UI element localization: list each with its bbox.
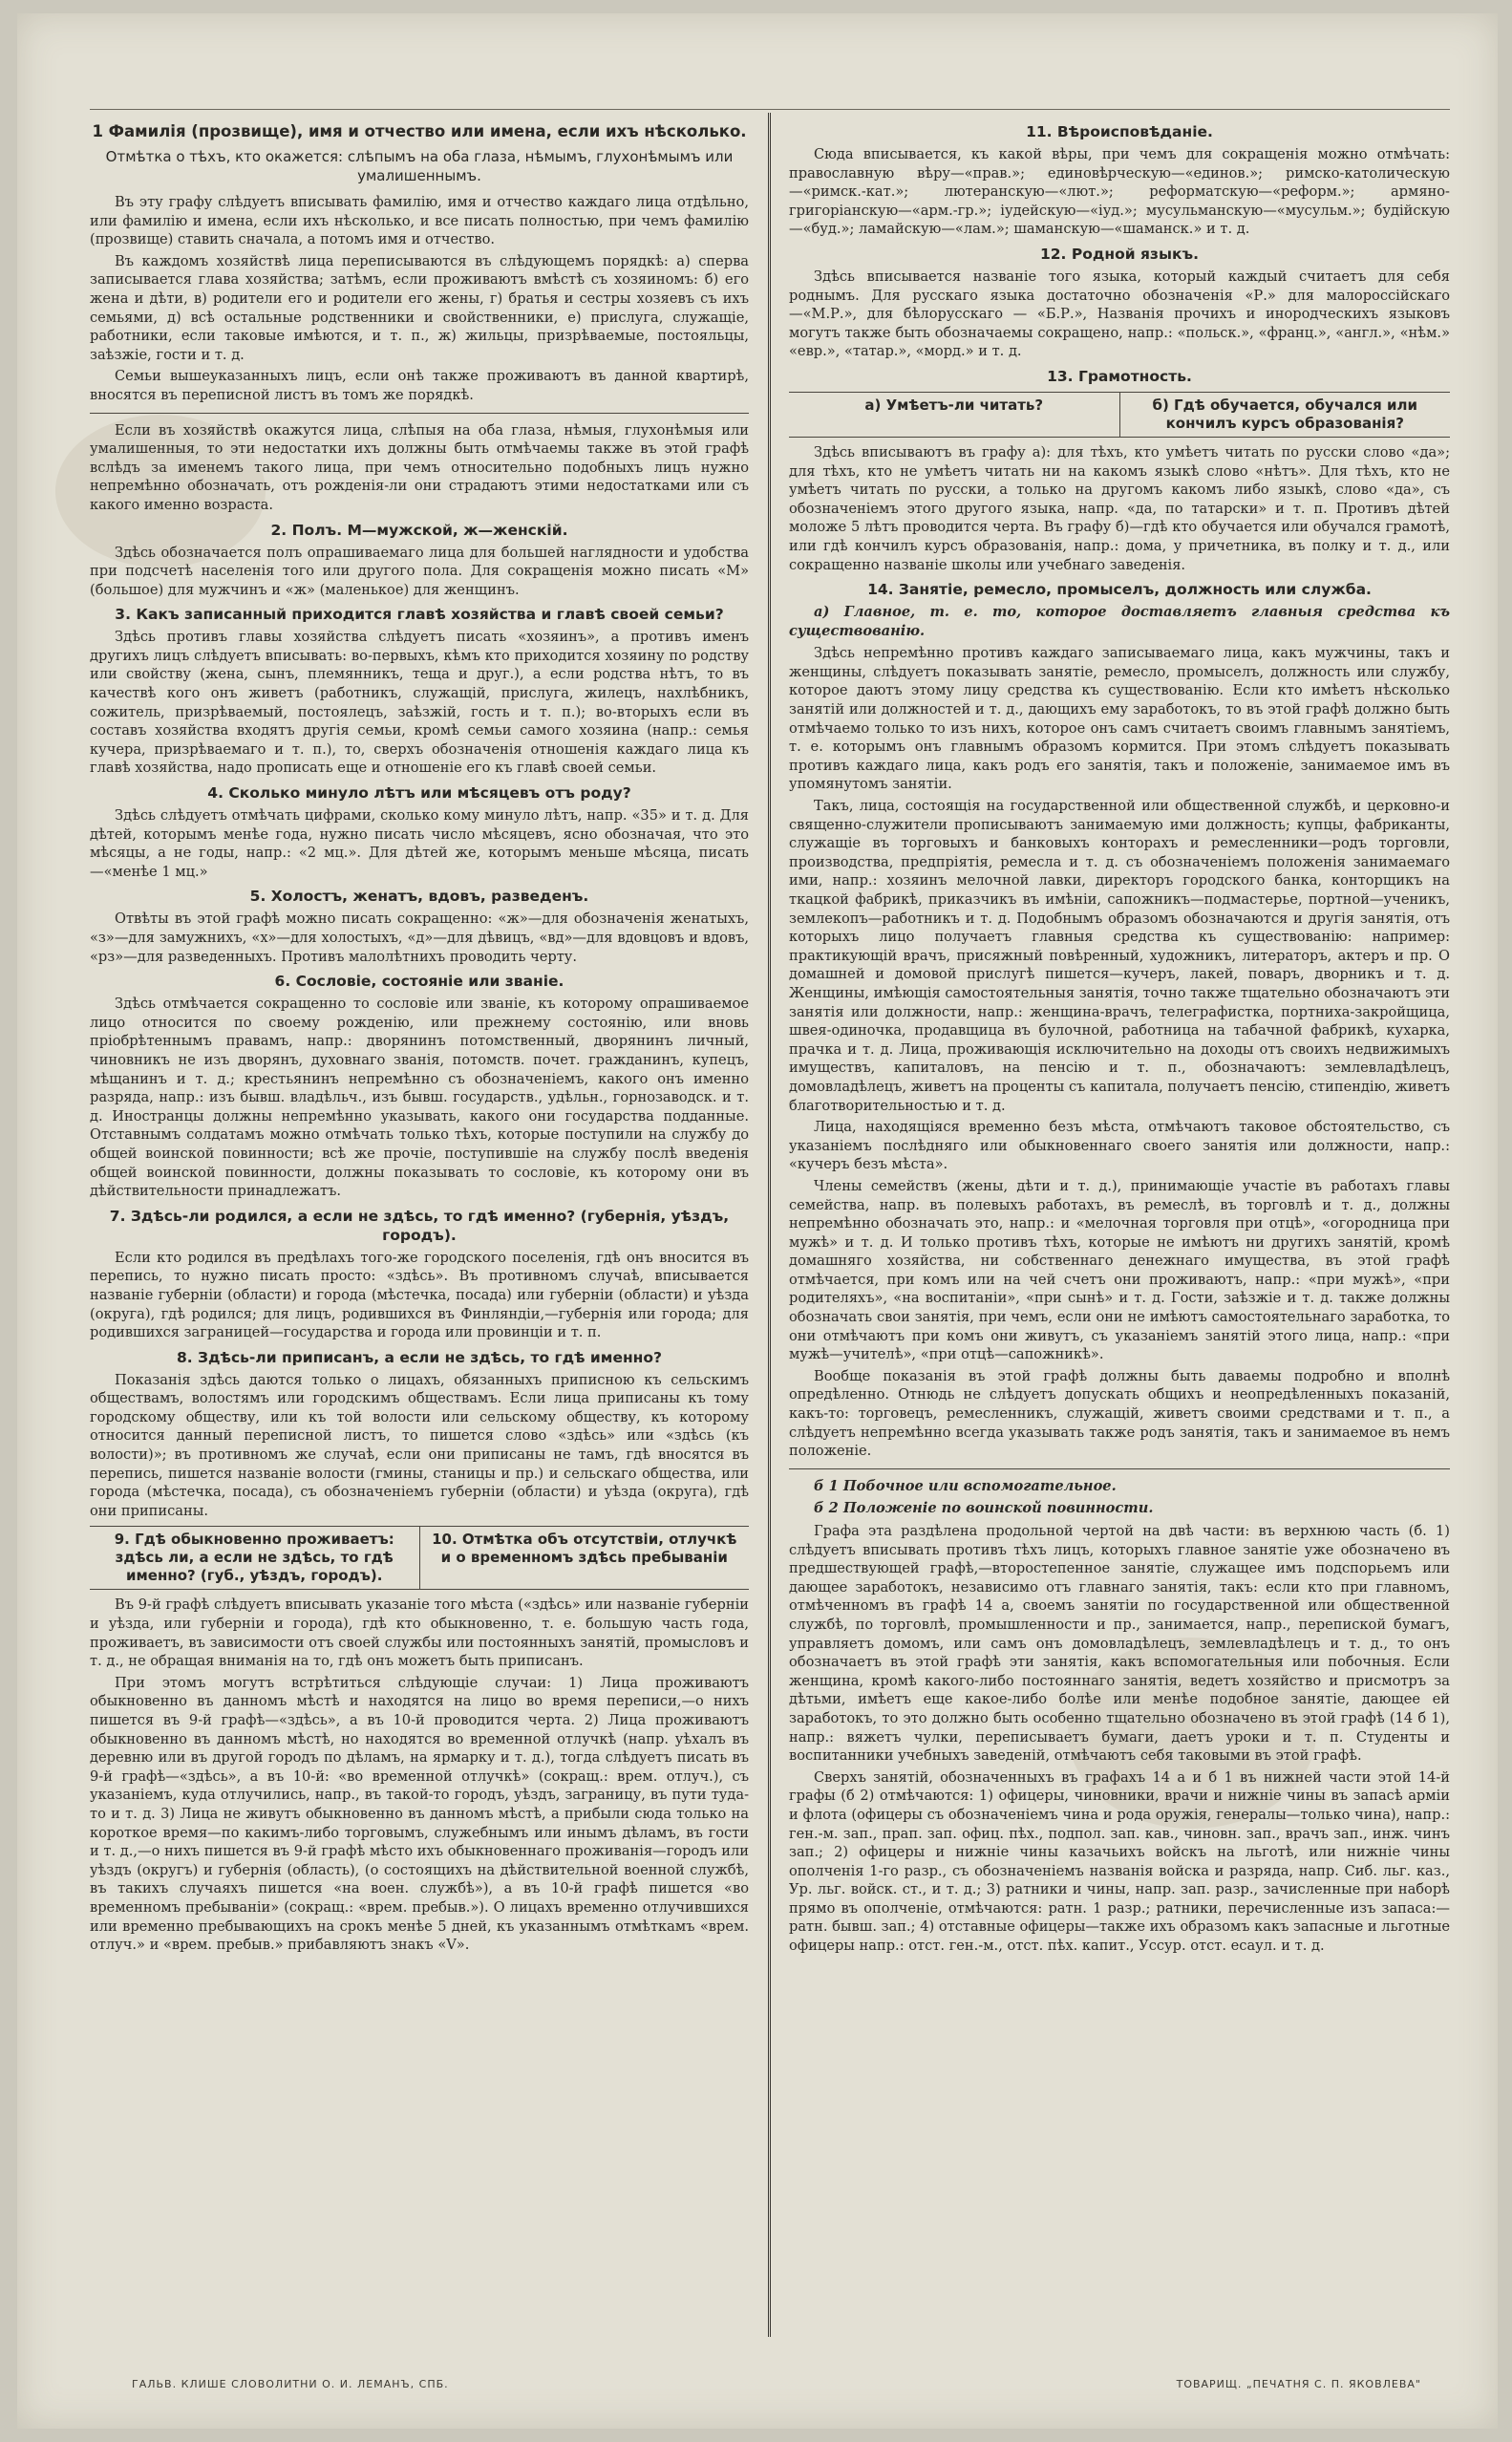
footer-printer-left: ГАЛЬВ. КЛИШЕ СЛОВОЛИТНИ О. И. ЛЕМАНЪ, СПБ.	[132, 2378, 449, 2390]
paragraph: Здѣсь отмѣчается сокращенно то сословіе или званіе, къ которому опрашиваемое лицо относится по своему рожденію, или прежнему состоянію, или вновь пріобрѣтеннымъ правамъ, напр.: дворянинъ потомственный, дворянинъ личный, чиновникъ не изъ дворянъ, духовнаго званія, потомств. почет. гражданинъ, купецъ, мѣщанинъ и т. д.; крестьянинъ непремѣнно съ обозначеніемъ, какого онъ именно разряда, напр.: изъ бывш. владѣльч., изъ бывш. государств., удѣльн., горнозаводск. и т. д. Иностранцы должны непремѣнно указывать, какого они государства подданные. Отставнымъ солдатамъ можно отмѣчать только тѣхъ, которые поступили на службу до общей воинской повинности; всѣ же прочіе, поступившіе на службу послѣ введенія общей воинской повинности, должны показывать то сословіе, къ которому они въ дѣйствительности принадлежатъ.	[90, 996, 749, 1200]
paragraph: Въ каждомъ хозяйствѣ лица переписываются въ слѣдующемъ порядкѣ: а) сперва записывается глава хозяйства; затѣмъ, если проживаютъ вмѣстѣ съ хозяиномъ: б) его жена и дѣти, в) родители его и родители его жены, г) братья и сестры хозяевъ съ ихъ семьями, д) всѣ остальные родственники и свойственники, е) прислуга, служащіе, работники, если таковые имѣются, и т. п., ж) жильцы, призрѣваемые, постояльцы, заѣзжіе, гости и т. д.	[90, 252, 749, 363]
paragraph: Отвѣты въ этой графѣ можно писать сокращенно: «ж»—для обозначенія женатыхъ, «з»—для замужнихъ, «х»—для холостыхъ, «д»—для дѣвицъ, «вд»—для вдовцовъ и вдовъ, «рз»—для разведенныхъ. Противъ малолѣтнихъ проводить черту.	[90, 910, 749, 965]
census-instruction-sheet	[17, 13, 1498, 2429]
left-column	[90, 117, 749, 2343]
paragraph: Сюда вписывается, къ какой вѣры, при чемъ для сокращенія можно отмѣчать: православную вѣру—«прав.»; единовѣрческую—«единов.»; римско-католическую—«римск.-кат.»; лютеранскую—«лют.»; реформатскую—«реформ.»; армяно-григоріанскую—«арм.-гр.»; іудейскую—«іуд.»; мусульманскую—«мусульм.»; будійскую—«буд.»; ламайскую—«лам.»; шаманскую—«шаманск.» и т. д.	[789, 146, 1450, 238]
section-heading-5: 5. Холостъ, женатъ, вдовъ, разведенъ.	[249, 888, 589, 906]
paragraph: Семьи вышеуказанныхъ лицъ, если онѣ также проживаютъ въ данной квартирѣ, вносятся въ переписной листъ въ томъ же порядкѣ.	[90, 368, 749, 403]
paragraph: Графа эта раздѣлена продольной чертой на двѣ части: въ верхнюю часть (б. 1) слѣдуетъ вписывать противъ тѣхъ лицъ, которыхъ главное занятіе уже обозначено въ предшествующей графѣ,—второстепенное занятіе, служащее имъ подспорьемъ или дающее заработокъ, независимо отъ главнаго занятія, такъ: если кто при главномъ, отмѣченномъ въ графѣ 14 а, своемъ занятіи по государственной или общественной службѣ, по торговлѣ, промышленности и пр., занимается, напр., перепиской бумагъ, управляетъ домомъ, или самъ онъ домовладѣлецъ, землевладѣлецъ и т. д., то онъ обозначаетъ въ этой графѣ эти занятія, какъ вспомогательныя или побочныя. Если женщина, кромѣ какого-либо постояннаго занятія, ведетъ хозяйство и присмотръ за дѣтьми, имѣетъ еще какое-либо болѣе или менѣе подобное занятіе, дающее ей заработокъ, то это должно быть особенно тщательно обозначено въ этой графѣ (14 б 1), напр.: вяжетъ чулки, переписываетъ бумаги, даетъ уроки и т. п. Студенты и воспитанники учебныхъ заведеній, отмѣчаютъ себя таковыми въ этой графѣ.	[789, 1523, 1450, 1765]
paragraph: При этомъ могутъ встрѣтиться слѣдующіе случаи: 1) Лица проживаютъ обыкновенно въ данномъ мѣстѣ и находятся на лицо во время переписи,—о нихъ пишется въ 9-й графѣ—«здѣсь», а въ 10-й проводится черта. 2) Лица проживаютъ обыкновенно въ данномъ мѣстѣ, но находятся во временной отлучкѣ (напр. уѣхалъ въ деревню или въ другой городъ по дѣламъ, на ярмарку и т. д.), тогда слѣдуетъ писать въ 9-й графѣ—«здѣсь», а въ 10-й: «во временной отлучкѣ» (сокращ.: врем. отлуч.), съ указаніемъ, куда отлучились, напр., въ такой-то городъ, уѣздъ, заграницу, въ пути туда-то и т. д. 3) Лица не живутъ обыкновенно въ данномъ мѣстѣ, а прибыли сюда только на короткое время—по какимъ-либо торговымъ, служебнымъ или инымъ дѣламъ, въ гости и т. д.,—о нихъ пишется въ 9-й графѣ мѣсто ихъ обыкновеннаго проживанія—городъ или уѣздъ (округъ) и губернія (область), (о состоящихъ на дѣйствительной военной службѣ, въ такихъ случаяхъ пишется «на воен. службѣ»), а въ 10-й графѣ пишется «во временномъ пребываніи» (сокращ.: «врем. пребыв.»). О лицахъ временно отлучившихся или временно пребывающихъ на срокъ менѣе 5 дней, къ указаннымъ отмѣткамъ «врем. отлуч.» и «врем. пребыв.» прибавляютъ знакъ «V».	[90, 1674, 749, 1954]
split-heading-9-10	[90, 1526, 749, 1590]
paragraph: Если въ хозяйствѣ окажутся лица, слѣпыя на оба глаза, нѣмыя, глухонѣмыя или умалишенныя, то эти недостатки ихъ должны быть отмѣчаемы также въ этой графѣ вслѣдъ за именемъ такого лица, при чемъ относительно подобныхъ лицъ нужно непремѣнно обозначать, отъ рожденія-ли они страдаютъ этими недостатками или съ какого именно возраста.	[90, 421, 749, 513]
section-subheading-1: Отмѣтка о тѣхъ, кто окажется: слѣпымъ на оба глаза, нѣмымъ, глухонѣмымъ или умалишеннымъ.	[105, 148, 734, 184]
section-heading-13a: а) Умѣетъ-ли читать?	[864, 396, 1044, 414]
rule	[90, 413, 749, 414]
paragraph: Вообще показанія въ этой графѣ должны быть даваемы подробно и вполнѣ опредѣленно. Отнюдь не слѣдуетъ допускать общихъ и неопредѣленныхъ показаній, какъ-то: торговецъ, ремесленникъ, служащій, живетъ своими средствами и т. п., а слѣдуетъ непремѣнно всегда указывать также родъ занятія, такъ и занимаемое въ немъ положеніе.	[789, 1367, 1450, 1460]
section-heading-1: 1 Фамилія (прозвище), имя и отчество или имена, если ихъ нѣсколько.	[92, 122, 747, 140]
rule	[789, 1468, 1450, 1469]
paragraph: Въ эту графу слѣдуетъ вписывать фамилію, имя и отчество каждаго лица отдѣльно, или фамилію и имена, если ихъ нѣсколько, и все писать полностью, при чемъ фамилію (прозвище) ставить сначала, а потомъ имя и отчество.	[90, 194, 749, 248]
paragraph: Здѣсь непремѣнно противъ каждаго записываемаго лица, какъ мужчины, такъ и женщины, слѣдуетъ показывать занятіе, ремесло, промыселъ, должность или службу, которое даютъ этому лицу средства къ существованію. Если кто имѣетъ нѣсколько занятій или должностей и т. д., дающихъ ему заработокъ, то въ этой графѣ должно быть отмѣчаемо только то изъ нихъ, которое онъ самъ считаетъ своимъ главнымъ занятіемъ, т. е. которымъ онъ главнымъ образомъ кормится. При этомъ слѣдуетъ показывать противъ каждаго лица, какъ родъ его занятія, такъ и положеніе, занимаемое имъ въ упомянутомъ занятіи.	[789, 645, 1450, 793]
section-heading-14: 14. Занятіе, ремесло, промыселъ, должность или служба.	[867, 581, 1372, 599]
section-heading-3: 3. Какъ записанный приходится главѣ хозяйства и главѣ своей семьи?	[115, 606, 724, 624]
section-heading-7: 7. Здѣсь-ли родился, а если не здѣсь, то гдѣ именно? (губернія, уѣздъ, городъ).	[109, 1207, 730, 1244]
paragraph: Въ 9-й графѣ слѣдуетъ вписывать указаніе того мѣста («здѣсь» или названіе губерніи и уѣзда, или губерніи и города), гдѣ кто обыкновенно, т. е. большую часть года, проживаетъ, въ зависимости отъ своей службы или постоянныхъ занятій, промысловъ и т. д., не обращая вниманія на то, гдѣ онъ можетъ быть приписанъ.	[90, 1596, 749, 1670]
paragraph: Здѣсь вписывается названіе того языка, который каждый считаетъ для себя роднымъ. Для русскаго языка достаточно обозначенія «Р.» для малороссійскаго—«М.Р.», для бѣлорусскаго — «Б.Р.», Названія прочихъ и инородческихъ языковъ могутъ также быть обозначаемы сокращено, напр.: «польск.», «франц.», «англ.», «нѣм.» «евр.», «татар.», «морд.» и т. д.	[789, 268, 1450, 360]
top-rule	[90, 109, 1450, 110]
column-divider	[768, 113, 771, 2337]
paragraph: Здѣсь обозначается полъ опрашиваемаго лица для большей наглядности и удобства при подсчетѣ населенія того или другого пола. Для сокращенія можно писать «М» (большое) для мужчинъ и «ж» (маленькое) для женщинъ.	[90, 544, 749, 598]
section-heading-8: 8. Здѣсь-ли приписанъ, а если не здѣсь, то гдѣ именно?	[176, 1348, 663, 1366]
section-heading-2: 2. Полъ. М—мужской, ж—женскій.	[270, 521, 568, 539]
section-heading-13b: б) Гдѣ обучается, обучался или кончилъ курсъ образованія?	[1119, 393, 1451, 437]
section-heading-9: 9. Гдѣ обыкновенно проживаетъ: здѣсь ли, а если не здѣсь, то гдѣ именно? (губ., уѣздъ, городъ).	[114, 1531, 394, 1585]
split-heading-13	[789, 392, 1450, 438]
paragraph: Члены семействъ (жены, дѣти и т. д.), принимающіе участіе въ работахъ главы семейства, напр. въ полевыхъ работахъ, въ ремеслѣ, въ торговлѣ и т. д., должны непремѣнно обозначать это, напр.: и «мелочная торговля при отцѣ», «огородница при мужѣ» и т. д. И только противъ тѣхъ, которые не имѣютъ ни другихъ занятій, кромѣ домашняго хозяйства, ни собственнаго денежнаго имущества, въ этой графѣ отмѣчается, при комъ или на чей счетъ они проживаютъ, напр.: «при мужѣ», «при родителяхъ», «на воспитаніи», «при сынѣ» и т. д. Гости, заѣзжіе и т. д. также должны обозначать свои занятія, при чемъ, если они не имѣютъ самостоятельнаго заработка, то они отмѣчаютъ при комъ они живутъ, съ указаніемъ занятій этого лица, напр.: «при мужѣ—учителѣ», «при отцѣ—сапожникѣ».	[789, 1177, 1450, 1363]
section-heading-6: 6. Сословіе, состояніе или званіе.	[274, 973, 564, 991]
paragraph: Здѣсь вписываютъ въ графу а): для тѣхъ, кто умѣетъ читать по русски слово «да»; для тѣхъ, кто не умѣетъ читать ни на какомъ языкѣ слово «нѣтъ». Для тѣхъ, кто не умѣетъ читать по русски, а только на другомъ какомъ либо языкѣ, слово «да», съ обозначеніемъ этого другого языка, напр. «да, по татарски» и т. п. Противъ дѣтей моложе 5 лѣтъ проводится черта. Въ графу б)—гдѣ кто обучается или обучался грамотѣ, или гдѣ кончилъ курсъ образованія, напр.: дома, у причетника, въ полку и т. д., или сокращенно названіе школы или учебнаго заведенія.	[789, 443, 1450, 573]
paragraph: Если кто родился въ предѣлахъ того-же городского поселенія, гдѣ онъ вносится въ перепись, то нужно писать просто: «здѣсь». Въ противномъ случаѣ, вписывается названіе губерніи (области) и города (мѣстечка, посада) или губерніи (области) и уѣзда (округа), гдѣ родился; для лицъ, родившихся въ Финляндіи,—губернія или города; для родившихся заграницей—государства и города или провинціи и т. п.	[90, 1249, 749, 1341]
section-heading-4: 4. Сколько минуло лѣтъ или мѣсяцевъ отъ роду?	[207, 784, 631, 803]
footer-printer-right: ТОВАРИЩ. „ПЕЧАТНЯ С. П. ЯКОВЛЕВА"	[1176, 2378, 1421, 2390]
section-heading-11: 11. Вѣроисповѣданіе.	[1026, 123, 1213, 140]
paragraph: Здѣсь противъ главы хозяйства слѣдуетъ писать «хозяинъ», а противъ именъ другихъ лицъ слѣдуетъ вписывать: во-первыхъ, кѣмъ кто приходится хозяину по родству или свойству (жена, сынъ, племянникъ, теща и друг.), а если родства нѣтъ, то въ качествѣ кого онъ живетъ (работникъ, служащій, прислуга, жилецъ, нахлѣбникъ, сожитель, призрѣваемый, постоялецъ, заѣзжій, гость и т. п.); во-вторыхъ если въ составъ хозяйства входятъ другія семьи, кромѣ семьи самого хозяина (напр.: семья кучера, призрѣваемаго и т. п.), то, сверхъ обозначенія отношенія каждаго лица къ главѣ хозяйства, надо прописать еще и отношеніе его къ главѣ своей семьи.	[90, 629, 749, 777]
section-heading-10: 10. Отмѣтка объ отсутствіи, отлучкѣ и о временномъ здѣсь пребываніи	[419, 1527, 750, 1589]
section-subheading-14b2: б 2 Положеніе по воинской повинности.	[814, 1500, 1154, 1517]
section-heading-12: 12. Родной языкъ.	[1039, 245, 1200, 263]
paragraph: Такъ, лица, состоящія на государственной или общественной службѣ, и церковно-и священно-служители прописываютъ занимаемую ими должность; купцы, фабриканты, служащіе въ торговыхъ и банковыхъ конторахъ и ремесленники—родъ торговли, производства, предпріятія, ремесла и т. д. съ обозначеніемъ положенія занимаемаго ими, напр.: хозяинъ мелочной лавки, директоръ городского банка, конторщикъ на ткацкой фабрикѣ, приказчикъ въ имѣніи, сапожникъ—подмастерье, портной—ученикъ, землекопъ—работникъ и т. д. Подобнымъ образомъ обозначаются и другія занятія, отъ которыхъ лицо получаетъ главныя средства къ существованію: например: практикующій врачъ, присяжный повѣренный, художникъ, литераторъ, актеръ и пр. О домашней и домовой прислугѣ пишется—кучеръ, лакей, поваръ, дворникъ и т. д. Женщины, имѣющія самостоятельныя занятія, точно также тщательно обозначаютъ эти занятія или должности, напр.: женщина-врачъ, телеграфистка, портниха-закройщица, швея-одиночка, продавщица въ булочной, работница на табачной фабрикѣ, кухарка, прачка и т. д. Лица, проживающія исключительно на доходы отъ своихъ недвижимыхъ имуществъ, капиталовъ, на пенсію и т. п., обозначаютъ: землевладѣлецъ, домовладѣлецъ, живетъ на проценты съ капитала, получаетъ пенсію, стипендію, живетъ благотворительностью и т. д.	[789, 798, 1450, 1114]
paragraph: Показанія здѣсь даются только о лицахъ, обязанныхъ приписною къ сельскимъ обществамъ, волостямъ или городскимъ обществамъ. Если лица приписаны къ тому городскому обществу, или къ той волости или сельскому обществу, къ которому относится данный переписной листъ, то пишется слово «здѣсь» или «здѣсь (къ волости)»; въ противномъ же случаѣ, если они приписаны не тамъ, гдѣ вносятся въ перепись, пишется названіе волости (гмины, станицы и пр.) и сельскаго общества, или города (мѣстечка, посада), съ обозначеніемъ губерніи (области) и уѣзда (округа), гдѣ они приписаны.	[90, 1371, 749, 1519]
section-subheading-14b1: б 1 Побочное или вспомогательное.	[814, 1477, 1117, 1494]
paragraph: Здѣсь слѣдуетъ отмѣчать цифрами, сколько кому минуло лѣтъ, напр. «35» и т. д. Для дѣтей, которымъ менѣе года, нужно писать число мѣсяцевъ, ясно обозначая, что это мѣсяцы, а не годы, напр.: «2 мц.». Для дѣтей же, которымъ меньше мѣсяца, писать—«менѣе 1 мц.»	[90, 807, 749, 880]
paragraph: Сверхъ занятій, обозначенныхъ въ графахъ 14 а и б 1 въ нижней части этой 14-й графы (б 2) отмѣчаются: 1) офицеры, чиновники, врачи и нижніе чины въ запасѣ арміи и флота (офицеры съ обозначеніемъ чина и рода оружія, генералы—только чина), напр.: ген.-м. зап., прап. зап. офиц. пѣх., подпол. зап. кав., чиновн. зап., врачъ зап., инж. чинъ зап.; 2) офицеры и нижніе чины казачьихъ войскъ на льготѣ, или нижніе чины ополченія 1-го разр., съ обозначеніемъ названія войска и разряда, напр. Сиб. льг. каз., Ур. льг. войск. ст., и т. д.; 3) ратники и чины, напр. зап. разр., зачисленные при наборѣ прямо въ ополченіе, отмѣчаются: ратн. 1 разр.; ратники, перечисленные изъ запаса:—ратн. бывш. зап.; 4) отставные офицеры—также ихъ образомъ какъ запасные и льготные офицеры напр.: отст. ген.-м., отст. пѣх. капит., Уссур. отст. есаул. и т. д.	[789, 1768, 1450, 1955]
section-subheading-14a: а) Главное, т. е. то, которое доставляетъ главныя средства къ существованію.	[789, 604, 1450, 639]
right-column	[789, 117, 1450, 2343]
section-heading-13: 13. Грамотность.	[1047, 367, 1192, 385]
paragraph: Лица, находящіяся временно безъ мѣста, отмѣчаютъ таковое обстоятельство, съ указаніемъ послѣдняго или обыкновеннаго своего занятія или должности, напр.: «кучеръ безъ мѣста».	[789, 1119, 1450, 1173]
